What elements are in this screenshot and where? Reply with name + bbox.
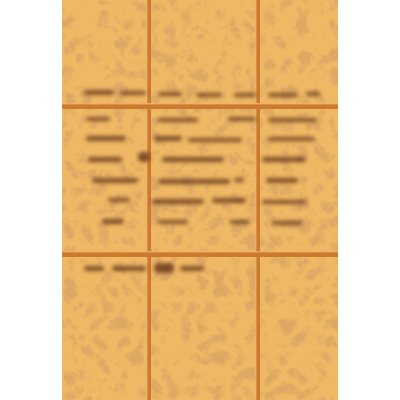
writing-stroke [262, 157, 306, 162]
writing-stroke [102, 219, 124, 224]
writing-stroke [212, 198, 246, 203]
grid-horizontal-2-highlight [62, 251, 338, 253]
textured-orange-panel [62, 0, 338, 400]
writing-stroke [84, 266, 104, 271]
writing-stroke [262, 200, 306, 204]
grid-horizontal-1 [62, 104, 338, 109]
writing-stroke [154, 136, 182, 141]
writing-stroke [188, 138, 242, 142]
writing-stroke [230, 220, 250, 224]
writing-stroke [196, 93, 222, 97]
writing-stroke [268, 93, 298, 97]
writing-stroke [158, 179, 230, 184]
writing-stroke [138, 152, 150, 162]
writing-stroke [272, 221, 302, 225]
grid-horizontal-1-highlight [62, 103, 338, 105]
grid-vertical-1 [147, 0, 151, 400]
writing-stroke [268, 118, 316, 122]
writing-stroke [158, 92, 182, 96]
writing-stroke [86, 117, 110, 121]
writing-stroke [306, 92, 320, 96]
writing-stroke [234, 93, 256, 97]
writing-stroke [152, 199, 204, 204]
writing-stroke [228, 117, 256, 121]
writing-stroke [158, 220, 188, 224]
writing-stroke [92, 178, 138, 183]
writing-stroke [112, 266, 146, 271]
writing-stroke [154, 263, 174, 273]
writing-stroke [84, 90, 114, 95]
grid-vertical-1-highlight [146, 0, 148, 400]
writing-stroke [266, 178, 298, 183]
panel-artwork [62, 0, 338, 400]
writing-stroke [180, 266, 204, 271]
writing-stroke [108, 198, 130, 202]
writing-stroke [268, 137, 314, 141]
grid-vertical-2 [256, 0, 260, 400]
writing-stroke [162, 157, 224, 162]
grid-horizontal-2 [62, 252, 338, 257]
writing-stroke [234, 178, 244, 182]
writing-stroke [88, 157, 122, 162]
writing-stroke [158, 118, 198, 122]
writing-stroke [120, 91, 146, 95]
grid-vertical-2-highlight [255, 0, 257, 400]
writing-stroke [86, 136, 126, 141]
